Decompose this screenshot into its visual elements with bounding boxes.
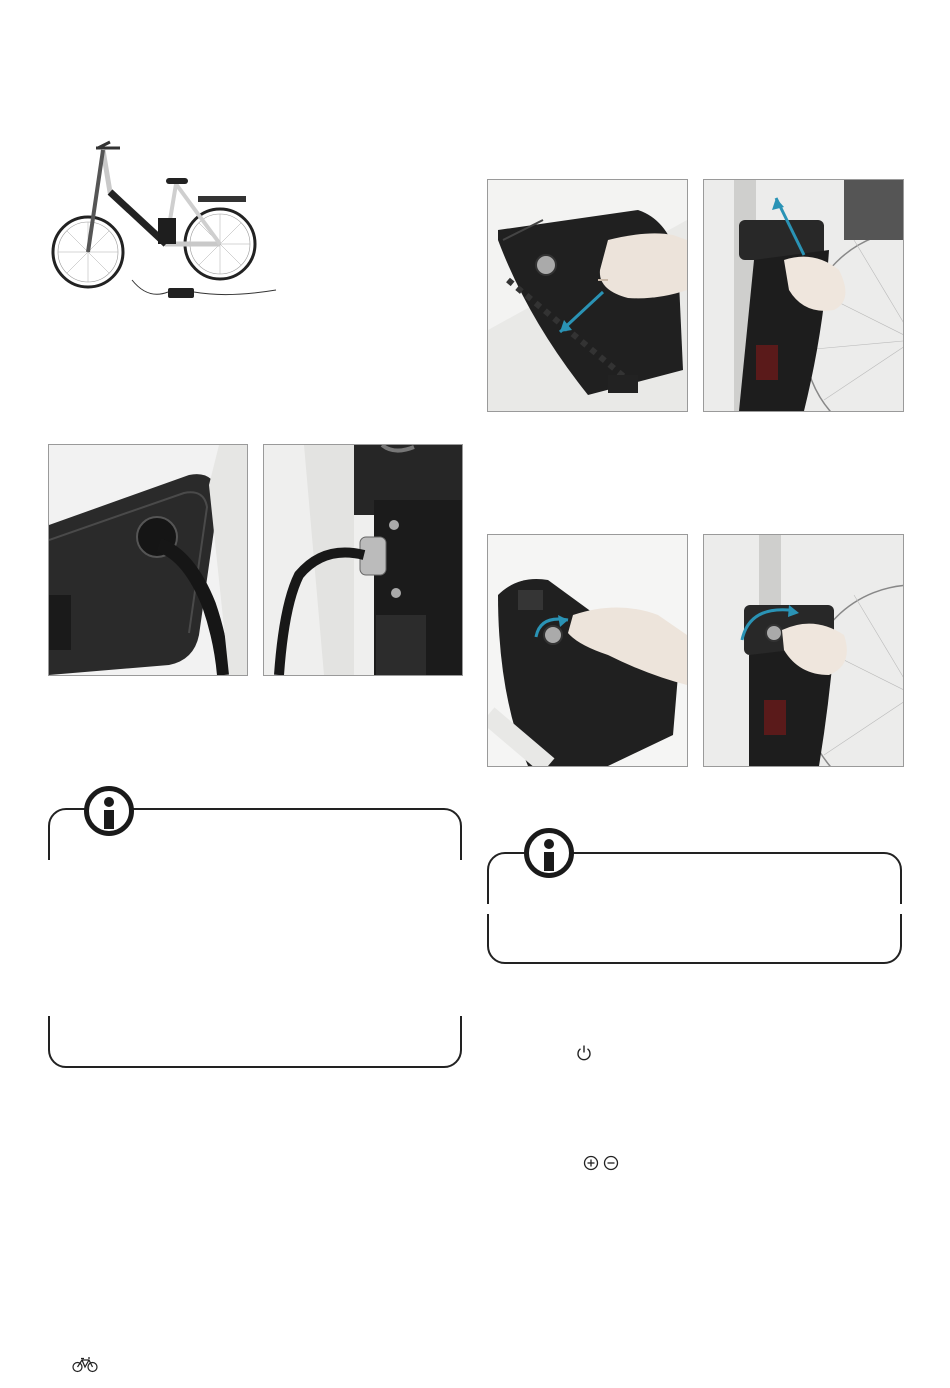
- battery-key-downtube-photo: [487, 534, 688, 767]
- plus-circle-icon: [583, 1155, 599, 1171]
- bicycle-icon: [72, 1357, 98, 1373]
- charge-port-frame-photo: [263, 444, 463, 676]
- minus-circle-icon: [603, 1155, 619, 1171]
- bike-photo: [48, 132, 278, 304]
- info-box-right-gap: [483, 904, 906, 914]
- info-box-left-gap: [44, 860, 466, 1016]
- info-icon: [524, 828, 574, 878]
- info-icon: [84, 786, 134, 836]
- battery-lift-out-photo: [703, 179, 904, 412]
- battery-key-frame-photo: [703, 534, 904, 767]
- battery-slide-out-photo: [487, 179, 688, 412]
- power-icon: [576, 1044, 592, 1062]
- charge-port-closeup-photo: [48, 444, 248, 676]
